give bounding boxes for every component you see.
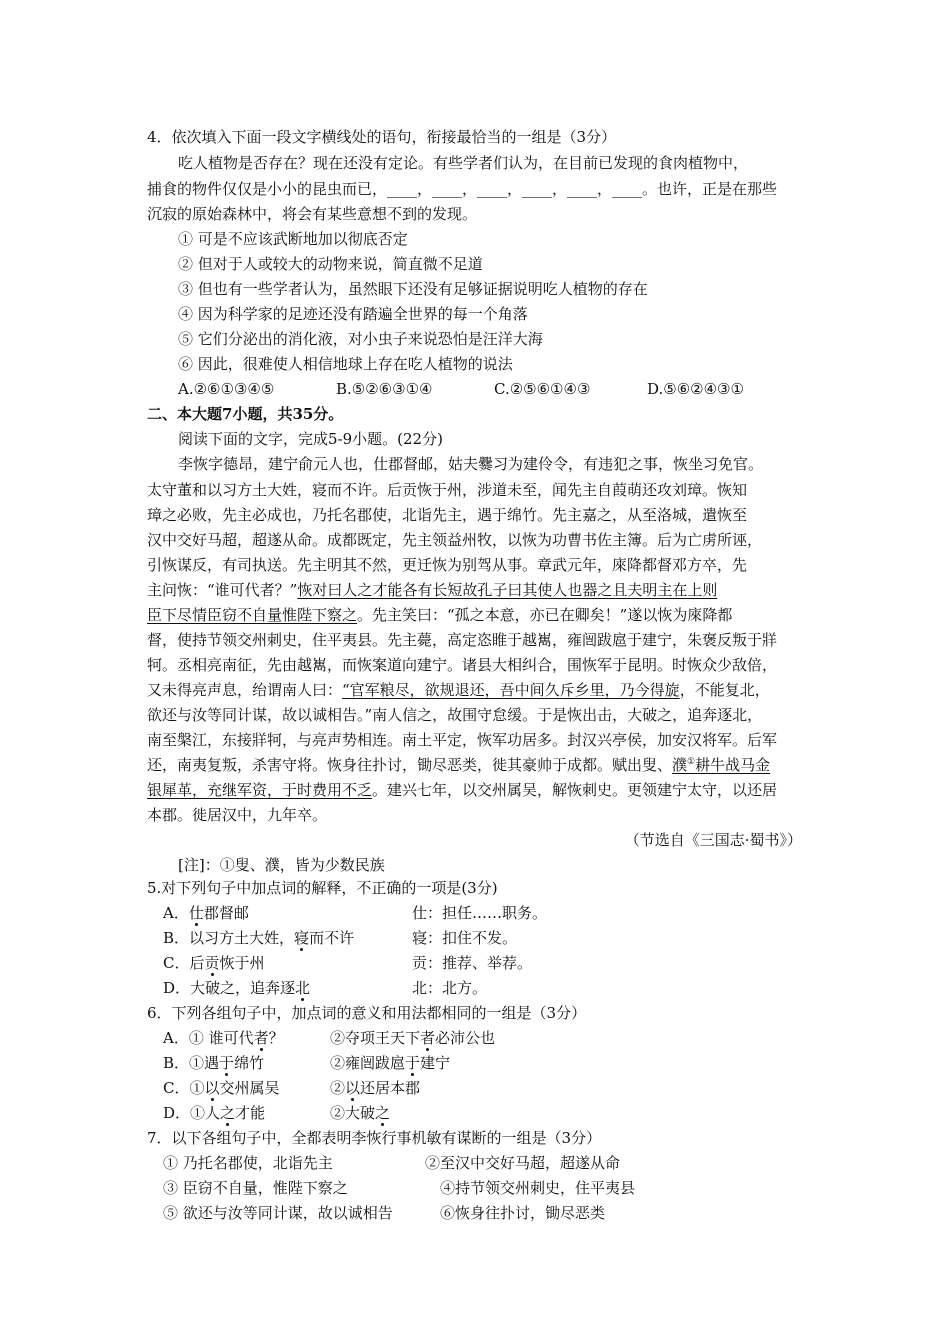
dotted-word: 者 — [420, 1029, 436, 1047]
option-text: 郡督邮 — [203, 904, 249, 922]
footnote-marker: ① — [687, 757, 696, 767]
underlined-sentence: 银犀革，充继军资，于时费用不乏 — [147, 781, 373, 799]
q6-option — [163, 1027, 284, 1049]
passage-line: 督，使持节领交州刺史，住平夷县。先主薨，高定恣睢于越嶲，雍闿跋扈于建宁，朱褒反叛于牂 — [147, 631, 778, 649]
dotted-word: 之 — [375, 1104, 391, 1122]
q5-explanation: 仕：担任……职务。 — [412, 904, 548, 922]
passage-line: 本郡。徙居汉中，九年卒。 — [147, 806, 328, 824]
passage-line — [147, 754, 770, 776]
q6-stem: 6．下列各组句子中，加点词的意义和用法都相同的一组是（3分） — [147, 1004, 587, 1022]
passage-line — [147, 604, 732, 626]
q6-option — [163, 1102, 265, 1124]
passage-text: 主问恢：“谁可代者？” — [147, 581, 298, 599]
q7-item: ③ 臣窃不自量，惟陛下察之 — [163, 1179, 348, 1197]
section-heading: 二、本大题7小题，共35分。 — [147, 405, 344, 423]
q6-option — [163, 1077, 280, 1099]
q5-explanation: 北：北方。 — [412, 979, 488, 997]
q4-option: ⑤ 它们分泌出的消化液，对小虫子来说恐怕是汪洋大海 — [178, 330, 543, 348]
q4-choice-b: B.⑤②⑥③①④ — [336, 380, 433, 398]
option-text: ？ — [268, 1029, 284, 1047]
q6-option-second — [330, 1052, 450, 1074]
passage-text: 还，南夷复叛，杀害守将。恢身往扑讨，锄尽恶类，徙其豪帅于成都。赋出叟、 — [147, 756, 673, 774]
option-letter: C． — [163, 1079, 190, 1097]
option-text: 恢于州 — [219, 954, 265, 972]
option-letter: B． — [163, 929, 190, 947]
dotted-word: 以 — [204, 1079, 220, 1097]
passage-line — [147, 779, 777, 801]
option-text: ② — [330, 1079, 346, 1097]
option-text: 必沛公也 — [435, 1029, 496, 1047]
option-letter: C． — [163, 954, 190, 972]
option-text: 绵竹 — [234, 1054, 265, 1072]
option-text: ①人 — [190, 1104, 221, 1122]
q4-choice-d: D.⑤⑥②④③① — [647, 380, 744, 398]
q5-explanation: 贡：推荐、举荐。 — [412, 954, 533, 972]
dotted-word: 北 — [295, 979, 311, 997]
option-text: 交州属吴 — [219, 1079, 280, 1097]
option-text: ②夺项王天下 — [330, 1029, 421, 1047]
q6-option-second — [330, 1102, 390, 1124]
underlined-sentence: 臣下尽情臣窃不自量惟陛下察之 — [147, 606, 358, 624]
underlined-word: 耕牛战马金 — [695, 756, 771, 774]
option-text: ① — [189, 1079, 205, 1097]
passage-line: 璋之必败，先主必成也，乃托名郡使，北诣先主，遇于绵竹。先主嘉之，从至洛城，遣恢至 — [147, 506, 748, 524]
dotted-word: 贡 — [204, 954, 220, 972]
passage-text: 。建兴七年，以交州属吴，解恢刺史。更领建宁太守，以还居 — [372, 781, 778, 799]
q7-item: ④持节领交州刺史，住平夷县 — [440, 1179, 636, 1197]
passage-source: （节选自《三国志·蜀书》） — [624, 831, 802, 849]
passage-line: 欲还与汝等同计谋，故以诚相告。”南人信之，故围守怠缓。于是恢出击，大破之，追奔逐北， — [147, 706, 763, 724]
passage-line — [147, 679, 770, 701]
passage-line — [147, 579, 717, 601]
underlined-word: 濮 — [672, 756, 688, 774]
option-letter: D． — [163, 1104, 191, 1122]
q6-option-second — [330, 1027, 495, 1049]
q4-paragraph-line: 沉寂的原始森林中，将会有某些意想不到的发现。 — [147, 205, 478, 223]
option-letter: A． — [163, 904, 189, 922]
option-text: 大破之，追奔逐 — [190, 979, 296, 997]
q7-stem: 7．以下各组句子中，全都表明李恢行事机敏有谋断的一组是（3分） — [147, 1129, 602, 1147]
dotted-word: 以 — [345, 1079, 361, 1097]
passage-text: 。先主笑曰：“孤之本意，亦已在卿矣！”遂以恢为庲降都 — [357, 606, 733, 624]
q5-stem: 5.对下列句子中加点词的解释，不正确的一项是(3分) — [147, 879, 498, 897]
q6-option-second — [330, 1077, 420, 1099]
option-letter: D． — [163, 979, 191, 997]
option-text: 而不许 — [309, 929, 355, 947]
option-text: 才能 — [235, 1104, 266, 1122]
q4-choice-c: C.②⑤⑥①④③ — [494, 380, 591, 398]
passage-line: 牱。丞相亮南征，先由越嶲，而恢案道向建宁。诸县大相纠合，围恢军于昆明。时恢众少敌倍， — [147, 656, 778, 674]
q7-item: ⑤ 欲还与汝等同计谋，故以诚相告 — [163, 1204, 393, 1222]
q6-option — [163, 1052, 264, 1074]
q7-item: ⑥恢身往扑讨，锄尽恶类 — [440, 1204, 606, 1222]
q5-option — [163, 927, 354, 949]
option-letter: A． — [163, 1029, 189, 1047]
underlined-sentence — [672, 756, 770, 774]
option-letter: B． — [163, 1054, 190, 1072]
option-text: ①遇 — [189, 1054, 220, 1072]
q4-option: ② 但对于人或较大的动物来说，简直微不足道 — [178, 255, 483, 273]
q5-explanation: 寝：扣住不发。 — [412, 929, 518, 947]
passage-text: ，不能复北， — [679, 681, 770, 699]
option-text: ②雍闿跋扈 — [330, 1054, 406, 1072]
option-text: ① 谁可代 — [188, 1029, 254, 1047]
q5-option — [163, 902, 249, 924]
dotted-word: 仕 — [188, 904, 204, 922]
option-text: 还居本郡 — [360, 1079, 421, 1097]
reading-intro: 阅读下面的文字，完成5-9小题。(22分) — [178, 430, 443, 448]
dotted-word: 者 — [253, 1029, 269, 1047]
q4-choice-a: A.②⑥①③④⑤ — [178, 380, 275, 398]
underlined-sentence: “官军粮尽，欲规退还，吾中间久斥乡里，乃今得旋 — [342, 681, 680, 699]
q4-stem: 4．依次填入下面一段文字横线处的语句，衔接最恰当的一组是（3分） — [147, 128, 617, 146]
q4-option: ⑥ 因此，很难使人相信地球上存在吃人植物的说法 — [178, 355, 513, 373]
q4-paragraph-line: 吃人植物是否存在？现在还没有定论。有些学者们认为，在目前已发现的食肉植物中， — [178, 154, 749, 172]
q5-option — [163, 977, 310, 999]
q4-paragraph-line: 捕食的物件仅仅是小小的昆虫而已，____，____，____，____，____，____。也许，正是在那些 — [147, 180, 778, 198]
option-text: 建宁 — [420, 1054, 451, 1072]
dotted-word: 于 — [405, 1054, 421, 1072]
dotted-word: 之 — [220, 1104, 236, 1122]
underlined-sentence: 恢对曰人之才能各有长短故孔子曰其使人也器之且夫明主在上则 — [297, 581, 718, 599]
passage-line: 李恢字德昂，建宁俞元人也，仕郡督邮，姑夫爨习为建伶令，有违犯之事，恢坐习免官。 — [178, 455, 764, 473]
q4-option: ④ 因为科学家的足迹还没有踏遍全世界的每一个角落 — [178, 305, 528, 323]
q4-option: ③ 但也有一些学者认为，虽然眼下还没有足够证据说明吃人植物的存在 — [178, 280, 648, 298]
q7-item: ① 乃托名郡使，北诣先主 — [163, 1154, 333, 1172]
q4-option: ① 可是不应该武断地加以彻底否定 — [178, 230, 408, 248]
passage-footnote: [注]：①叟、濮，皆为少数民族 — [178, 856, 385, 874]
dotted-word: 寝 — [294, 929, 310, 947]
passage-line: 太守董和以习方土大姓，寝而不许。后贡恢于州，涉道未至，闻先主自葭萌还攻刘璋。恢知 — [147, 481, 748, 499]
option-text: 后 — [189, 954, 205, 972]
option-text: ②大破 — [330, 1104, 376, 1122]
passage-line: 南至槃江，东接牂牱，与亮声势相连。南土平定，恢军功居多。封汉兴亭侯，加安汉将军。后军 — [147, 731, 778, 749]
passage-line: 引恢谋反，有司执送。先主明其不然，更迁恢为别驾从事。章武元年，庲降都督邓方卒，先 — [147, 556, 748, 574]
q7-item: ②至汉中交好马超，超遂从命 — [425, 1154, 621, 1172]
passage-line: 汉中交好马超，超遂从命。成都既定，先主领益州牧，以恢为功曹书佐主簿。后为亡虏所诬， — [147, 531, 763, 549]
q5-option — [163, 952, 265, 974]
dotted-word: 于 — [219, 1054, 235, 1072]
option-text: 以习方土大姓， — [189, 929, 295, 947]
passage-text: 又未得亮声息，绐谓南人曰： — [147, 681, 343, 699]
